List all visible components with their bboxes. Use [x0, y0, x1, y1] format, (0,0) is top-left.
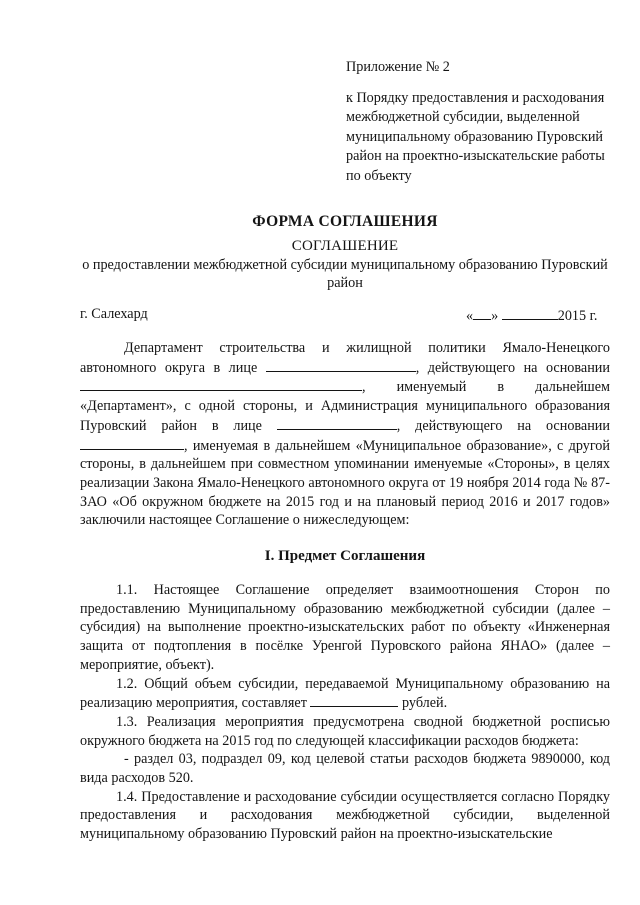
annex-text: к Порядку предоставления и расходования межбюджетной субсидии, выделенной муниципальному образованию Пуровский район на проектно-изыскательские работы по объекту	[346, 89, 605, 184]
date-year: 2015 г.	[557, 308, 598, 324]
blank-admin-representative	[277, 416, 397, 430]
date-open-quote: «	[466, 308, 474, 324]
blank-basis	[80, 377, 362, 391]
intro-text-1: Департамент строительства и жилищной политики Ямало-Ненецкого автономного округа в лице	[80, 340, 610, 376]
clause-1-3: 1.3. Реализация мероприятия предусмотрена сводной бюджетной росписью окружного бюджета на 2015 год по следующей классификации расходов бюджета:	[80, 713, 610, 749]
date-close-quote: »	[491, 308, 499, 324]
intro-text-5: , именуемая в дальнейшем «Муниципальное образование», с другой стороны, в дальнейшем при совместном упоминании именуемые «Стороны», в целях реализации Закона Ямало-Ненецкого автономного округа от 19 ноября 2014 года № 87-ЗАО «Об окружном бюджете на 2015 год и на плановый период 2016 и 2017 годов» заключили настоящее Соглашение о нижеследующем:	[80, 437, 610, 529]
form-title: ФОРМА СОГЛАШЕНИЯ	[252, 213, 438, 230]
day-blank	[473, 306, 491, 320]
clause-1-4: 1.4. Предоставление и расходование субсидии осуществляется согласно Порядку предоставления и расходования межбюджетной субсидии, выделенной муниципальному образованию Пуровский район на проектно-изыскательские	[80, 788, 610, 843]
agreement-title: СОГЛАШЕНИЕ	[291, 238, 399, 254]
annex-header	[346, 58, 616, 187]
date-line	[466, 306, 597, 325]
blank-admin-basis	[80, 436, 184, 450]
intro-paragraph	[80, 339, 610, 530]
section-1-heading: I. Предмет Соглашения	[264, 548, 426, 564]
intro-text-3: , именуемый в дальнейшем «Департамент», с одной стороны, и Администрация муниципального образования Пуровский район в лице	[80, 379, 610, 434]
clause-1-2	[80, 675, 610, 713]
intro-text-2: , действующего на основании	[415, 359, 610, 376]
clause-1-3-item: - раздел 03, подраздел 09, код целевой статьи расходов бюджета 9890000, код вида расходов 520.	[80, 751, 610, 787]
city-label: г. Салехард	[80, 306, 148, 322]
month-blank	[502, 306, 558, 320]
blank-subsidy-amount	[310, 693, 398, 707]
agreement-subtitle: о предоставлении межбюджетной субсидии муниципальному образованию Пуровский район	[82, 257, 608, 291]
clause-1-2-text: 1.2. Общий объем субсидии, передаваемой Муниципальному образованию на реализацию мероприятия, составляет	[80, 675, 610, 712]
clause-1-2-unit: рублей.	[402, 695, 448, 712]
clause-1-1: 1.1. Настоящее Соглашение определяет взаимоотношения Сторон по предоставлению Муниципальному образованию межбюджетной субсидии (далее – субсидия) на выполнение проектно-изыскательских работ по объекту «Инженерная защита от подтопления в посёлке Уренгой Пуровского района ЯНАО» (далее – мероприятие, объект).	[80, 582, 610, 673]
annex-number: Приложение № 2	[346, 59, 450, 75]
intro-text-4: , действующего на основании	[396, 417, 610, 434]
blank-representative	[266, 358, 416, 372]
section-1-body	[80, 581, 610, 844]
